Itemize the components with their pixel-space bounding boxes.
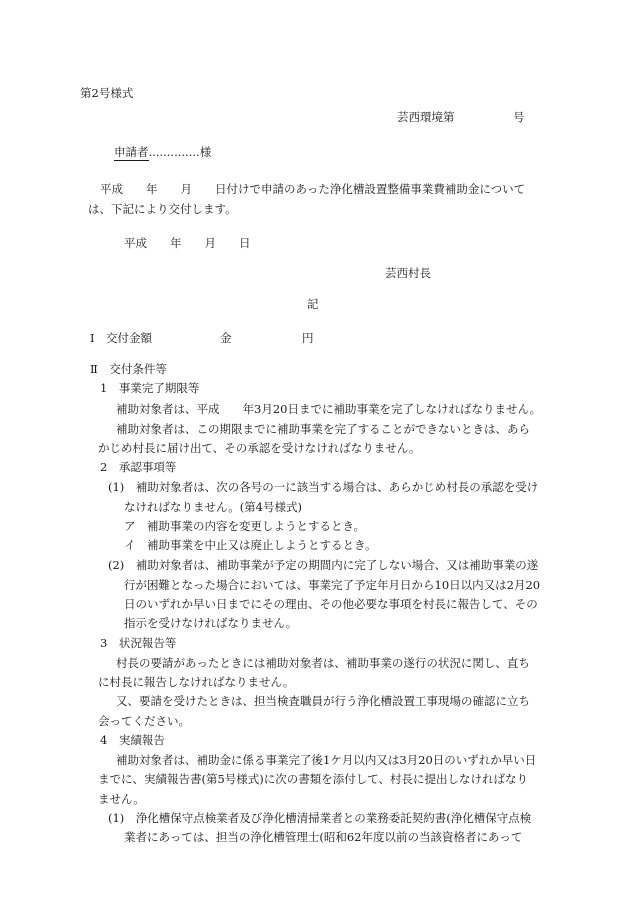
body-line: イ 補助事業を中止又は廃止しようとするとき。 (124, 538, 377, 552)
intro-line-2: は、下記により交付します。 (88, 202, 237, 216)
applicant-dots: .............. (148, 145, 200, 159)
issuer: 芸西村長 (385, 266, 431, 280)
body-line: ア 補助事業の内容を変更しようとするとき。 (124, 519, 366, 533)
body-line: までに、実績報告書(第5号様式)に次の書類を添付して、村長に提出しなければなり (98, 772, 529, 786)
body-line: 日のいずれか早い日までにその理由、その他必要な事項を村長に報告して、その (124, 597, 538, 611)
body-line: 3 状況報告等 (100, 636, 177, 650)
applicant-line (114, 145, 211, 159)
body-line: 村長の要請があったときには補助対象者は、補助事業の遂行の状況に関し、直ち (116, 656, 530, 670)
body-line: かじめ村長に届け出て、その承認を受けなければなりません。 (98, 441, 421, 455)
issue-date: 平成 年 月 日 (124, 236, 251, 250)
body-line: ません。 (98, 792, 145, 806)
applicant-label: 申請者 (114, 145, 149, 159)
reference-prefix: 芸西環境第 (397, 110, 455, 124)
body-line: 又、要請を受けたときは、担当検査職員が行う浄化槽設置工事現場の確認に立ち (116, 694, 530, 708)
applicant-honorific: 様 (199, 145, 212, 159)
body-line: 行が困難となった場合においては、事業完了予定年月日から10日以内又は2月20 (124, 578, 541, 592)
ki-heading: 記 (307, 297, 319, 311)
body-line: 2 承認事項等 (100, 460, 177, 474)
body-line: 4 実績報告 (100, 733, 165, 747)
body-line: 1 事業完了期限等 (100, 381, 200, 395)
body-line: (2) 補助対象者は、補助事業が予定の期間内に完了しない場合、又は補助事業の遂 (108, 558, 539, 572)
body-line: 指示を受けなければなりません。 (124, 616, 298, 630)
body-line: 補助対象者は、平成 年3月20日までに補助事業を完了しなければなりません。 (116, 402, 542, 416)
reference-suffix: 号 (513, 110, 525, 124)
body-line: (1) 補助対象者は、次の各号の一に該当する場合は、あらかじめ村長の承認を受け (108, 480, 539, 494)
intro-line-1: 平成 年 月 日付けで申請のあった浄化槽設置整備事業費補助金について (100, 182, 526, 196)
body-line: なければなりません。(第4号様式) (124, 500, 302, 514)
body-line: 会ってください。 (98, 714, 190, 728)
amount-yen: 円 (302, 331, 314, 345)
body-line: 補助対象者は、この期限までに補助事業を完了することができないときは、あら (116, 422, 530, 436)
body-line: (1) 浄化槽保守点検業者及び浄化槽清掃業者との業務委託契約書(浄化槽保守点検 (108, 811, 532, 825)
amount-kin: 金 (220, 331, 232, 345)
section-1-heading: Ⅰ 交付金額 (90, 331, 153, 345)
body-line: 業者にあっては、担当の浄化槽管理士(昭和62年度以前の当該資格者にあって (124, 830, 523, 844)
section-2-heading: Ⅱ 交付条件等 (90, 362, 167, 376)
body-line: 補助対象者は、補助金に係る事業完了後1ケ月以内又は3月20日のいずれか早い日 (116, 753, 537, 767)
body-line: に村長に報告しなければなりません。 (98, 675, 295, 689)
form-number: 第2号様式 (80, 86, 134, 100)
